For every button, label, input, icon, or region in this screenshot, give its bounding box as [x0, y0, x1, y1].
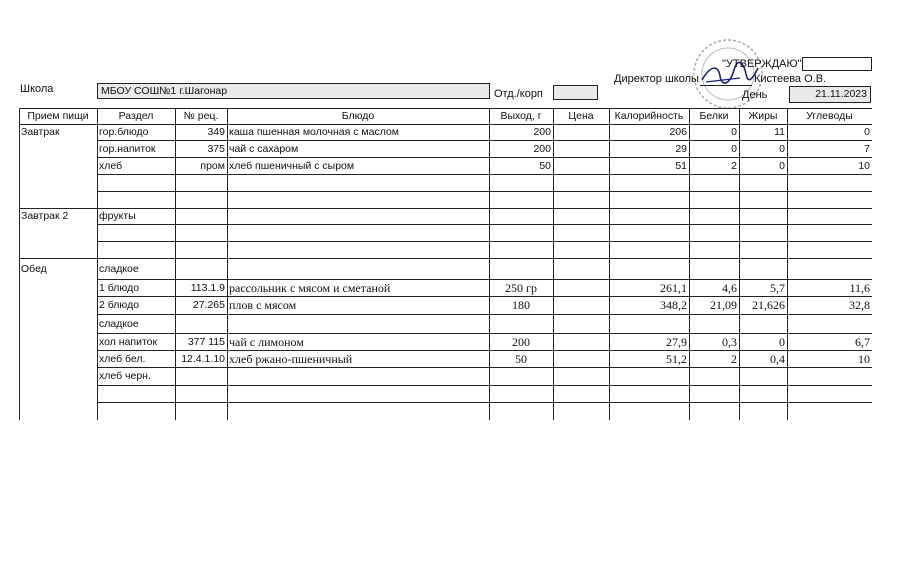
table-cell-dish: чай с лимоном	[229, 335, 304, 349]
table-cell-output: 200	[533, 126, 551, 138]
table-cell-kcal: 29	[675, 143, 687, 155]
table-cell-output: 180	[512, 298, 530, 312]
table-cell-fat: 5,7	[770, 281, 785, 295]
table-cell-kcal: 51	[675, 160, 687, 172]
table-cell-section: хлеб черн.	[99, 370, 151, 382]
table-cell-meal: Обед	[21, 263, 47, 275]
table-cell-recipe: 375	[207, 143, 225, 155]
table-cell-protein: 0	[731, 143, 737, 155]
table-cell-protein: 2	[731, 160, 737, 172]
table-cell-section: хлеб	[99, 160, 123, 172]
director-label: Директор школы	[614, 73, 699, 85]
table-cell-output: 50	[515, 352, 527, 366]
table-cell-output: 50	[539, 160, 551, 172]
column-header: Выход, г	[500, 110, 542, 122]
table-cell-meal: Завтрак 2	[21, 210, 69, 222]
school-label: Школа	[20, 83, 54, 95]
director-line	[700, 85, 752, 86]
column-header: Раздел	[118, 110, 154, 122]
column-header: Белки	[699, 110, 729, 122]
table-cell-carbs: 7	[864, 143, 870, 155]
table-cell-dish: каша пшенная молочная с маслом	[229, 126, 400, 138]
table-cell-fat: 21,626	[752, 298, 785, 312]
column-header: № рец.	[183, 110, 219, 122]
table-cell-recipe: 113.1.9	[190, 282, 225, 294]
table-cell-section: хол напиток	[99, 336, 158, 348]
dept-field[interactable]	[553, 85, 598, 100]
table-cell-meal: Завтрак	[21, 126, 60, 138]
table-cell-section: 1 блюдо	[99, 282, 140, 294]
table-cell-section: сладкое	[99, 263, 139, 275]
table-cell-protein: 21,09	[710, 298, 737, 312]
table-cell-section: сладкое	[99, 318, 139, 330]
table-cell-protein: 0	[731, 126, 737, 138]
table-cell-protein: 2	[731, 352, 737, 366]
table-cell-recipe: пром	[200, 160, 225, 172]
table-cell-output: 200	[512, 335, 530, 349]
table-cell-carbs: 10	[858, 160, 870, 172]
table-cell-kcal: 348,2	[660, 298, 687, 312]
table-cell-output: 250 гр	[505, 281, 537, 295]
table-cell-protein: 4,6	[722, 281, 737, 295]
table-cell-kcal: 27,9	[666, 335, 687, 349]
table-cell-carbs: 32,8	[849, 298, 870, 312]
table-cell-fat: 0	[779, 335, 785, 349]
table-cell-fat: 11	[774, 126, 785, 138]
table-cell-kcal: 261,1	[660, 281, 687, 295]
dept-label: Отд./корп	[494, 88, 543, 100]
table-cell-section: гор.блюдо	[99, 126, 149, 138]
table-cell-carbs: 6,7	[855, 335, 870, 349]
table-cell-kcal: 51,2	[666, 352, 687, 366]
column-header: Цена	[568, 110, 594, 122]
date-value: 21.11.2023	[815, 88, 867, 100]
table-cell-fat: 0	[779, 143, 785, 155]
table-cell-section: фрукты	[99, 210, 136, 222]
column-header: Калорийность	[614, 110, 684, 122]
table-cell-section: гор.напиток	[99, 143, 156, 155]
column-header: Углеводы	[806, 110, 853, 122]
table-cell-dish: хлеб ржано-пшеничный	[229, 352, 353, 366]
table-cell-recipe: 349	[207, 126, 225, 138]
date-field[interactable]	[789, 86, 871, 103]
table-cell-carbs: 11,6	[849, 281, 870, 295]
table-cell-dish: хлеб пшеничный с сыром	[229, 160, 355, 172]
column-header: Блюдо	[341, 110, 375, 122]
school-value: МБОУ СОШ№1 г.Шагонар	[101, 85, 228, 97]
day-label: День	[742, 89, 768, 101]
school-field[interactable]	[97, 83, 490, 99]
director-name: Кистеева О.В.	[754, 73, 827, 85]
table-cell-recipe: 377 115	[187, 336, 225, 348]
table-cell-output: 200	[533, 143, 551, 155]
table-cell-recipe: 27.265	[192, 299, 225, 311]
table-cell-carbs: 10	[858, 352, 870, 366]
column-header: Прием пищи	[27, 110, 89, 122]
table-cell-kcal: 206	[669, 126, 687, 138]
table-cell-carbs: 0	[864, 126, 870, 138]
approved-label: "УТВЕРЖДАЮ"	[722, 58, 802, 70]
table-cell-fat: 0	[779, 160, 785, 172]
table-cell-section: 2 блюдо	[99, 299, 140, 311]
table-cell-dish: чай с сахаром	[229, 143, 299, 155]
approved-box	[802, 57, 872, 71]
table-cell-dish: рассольник с мясом и сметаной	[229, 281, 391, 295]
table-cell-protein: 0,3	[722, 335, 737, 349]
table-cell-section: хлеб бел.	[99, 353, 146, 365]
table-cell-fat: 0,4	[770, 352, 785, 366]
table-cell-recipe: 12.4.1.10	[181, 353, 225, 365]
column-header: Жиры	[748, 110, 778, 122]
table-cell-dish: плов с мясом	[229, 298, 297, 312]
